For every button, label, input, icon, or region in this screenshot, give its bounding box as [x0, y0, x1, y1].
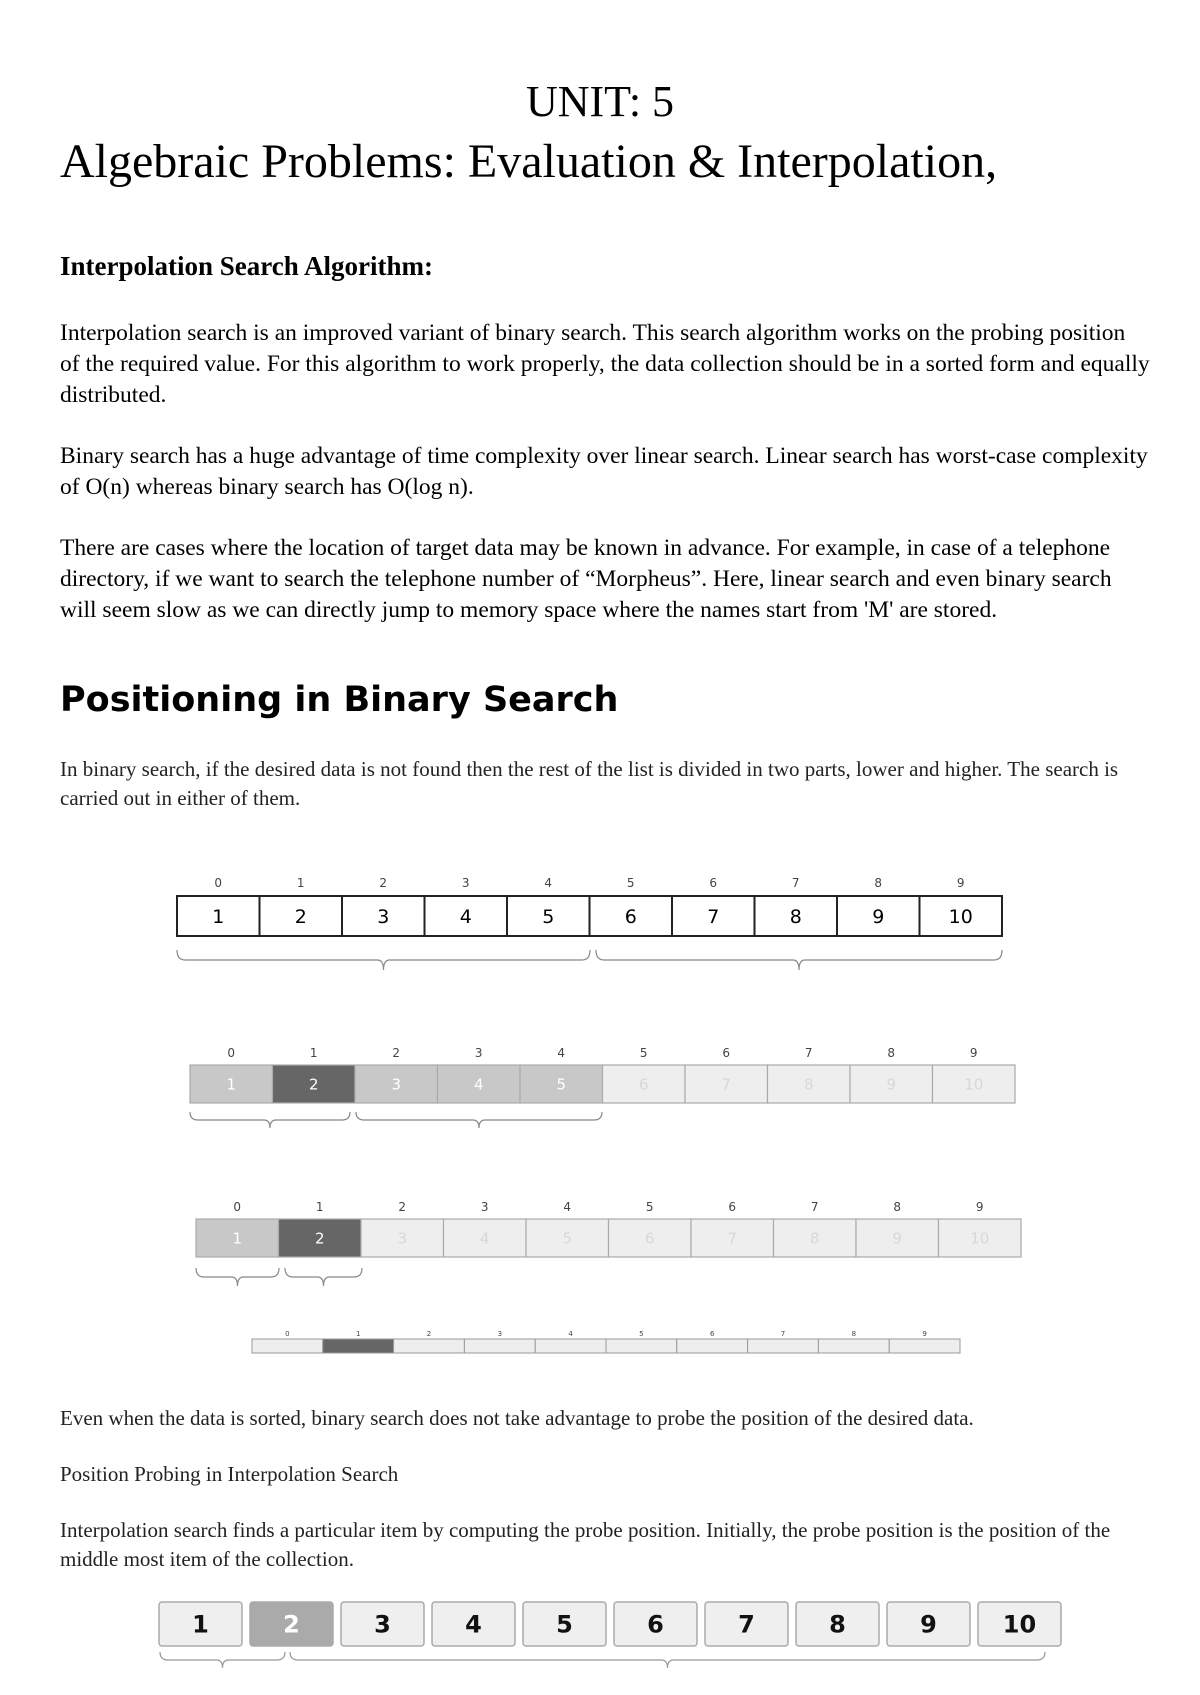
array-cell	[394, 1339, 465, 1353]
array-cell-value: 9	[886, 1075, 897, 1094]
array-cell	[252, 1339, 323, 1353]
array-cell-value: 5	[562, 1229, 573, 1248]
array-cell-value: 7	[721, 1075, 732, 1094]
probe-left-brace	[160, 1652, 285, 1668]
array-cell-value: 9	[892, 1229, 903, 1248]
array-index-label: 8	[893, 1200, 902, 1214]
page-title: Algebraic Problems: Evaluation & Interpolation,	[60, 135, 998, 188]
array-cell-value: 1	[212, 905, 225, 928]
array-index-label: 3	[480, 1200, 489, 1214]
upper-sub-brace	[356, 1112, 602, 1128]
array-cell-value: 8	[829, 1610, 846, 1639]
array-index-label: 5	[639, 1330, 644, 1338]
array-index-label: 3	[474, 1046, 483, 1060]
array-index-label: 4	[568, 1330, 573, 1338]
array-index-label: 9	[922, 1330, 927, 1338]
array-index-label: 2	[392, 1046, 401, 1060]
array-cell-value: 6	[647, 1610, 664, 1639]
unit-heading: UNIT: 5	[525, 77, 675, 126]
lower-sub-brace	[190, 1112, 350, 1128]
array-cell	[889, 1339, 960, 1353]
array-cell-value: 4	[459, 905, 472, 928]
array-cell-value: 5	[556, 1075, 567, 1094]
array-cell-value: 2	[308, 1075, 319, 1094]
array-index-label: 9	[975, 1200, 984, 1214]
array-cell-value: 4	[473, 1075, 484, 1094]
array-index-label: 0	[214, 876, 223, 890]
array-cell	[748, 1339, 819, 1353]
section-heading-interpolation: Interpolation Search Algorithm:	[60, 251, 433, 281]
array-cell-value: 10	[964, 1075, 984, 1094]
paragraph-telephone-example: There are cases where the location of target data may be known in advance. For example, in case of a telephone directory, if we want to search the telephone number of “Morpheus”. Here, linear search and even binary search will seem slow as we can directly jump to memory space where the names start from 'M' are stored.	[60, 535, 1112, 623]
array-cell-value: 5	[542, 905, 555, 928]
array-cell-value: 10	[970, 1229, 990, 1248]
array-cell	[535, 1339, 606, 1353]
probe-right-brace	[290, 1652, 1045, 1668]
array-cell-value: 6	[624, 905, 637, 928]
section-heading-positioning: Positioning in Binary Search	[60, 680, 619, 720]
array-index-label: 7	[780, 1330, 786, 1338]
array-cell-value: 7	[738, 1610, 755, 1639]
array-cell-value: 2	[314, 1229, 325, 1248]
paragraph-binary-split: In binary search, if the desired data is not found then the rest of the list is divided in two parts, lower and higher. The search is carried out in either of them.	[60, 757, 1119, 810]
first-pair-brace	[196, 1268, 279, 1286]
upper-half-brace	[596, 950, 1002, 970]
array-index-label: 2	[379, 876, 388, 890]
array-cell	[677, 1339, 748, 1353]
array-cell-value: 9	[872, 905, 885, 928]
array-index-label: 1	[355, 1330, 361, 1338]
array-cell-value: 4	[465, 1610, 482, 1639]
array-index-label: 5	[645, 1200, 654, 1214]
array-index-label: 3	[461, 876, 470, 890]
array-cell-value: 8	[809, 1229, 820, 1248]
array-index-label: 2	[426, 1330, 432, 1338]
array-index-label: 3	[497, 1330, 503, 1338]
paragraph-probe-position: Interpolation search finds a particular item by computing the probe position. Initially, the probe position is the position of the middle most item of the collection.	[60, 1518, 1111, 1571]
array-cell	[818, 1339, 889, 1353]
array-cell	[323, 1339, 394, 1353]
array-cell	[606, 1339, 677, 1353]
array-cell-value: 3	[397, 1229, 408, 1248]
array-cell-value: 7	[707, 905, 720, 928]
paragraph-intro: Interpolation search is an improved variant of binary search. This search algorithm works on the probing position of the required value. For this algorithm to work properly, the data collection should be in a sorted form and equally distributed.	[60, 320, 1150, 408]
array-cell-value: 7	[727, 1229, 738, 1248]
array-cell-value: 1	[226, 1075, 237, 1094]
array-index-label: 2	[398, 1200, 407, 1214]
array-index-label: 4	[557, 1046, 566, 1060]
array-index-label: 6	[722, 1046, 731, 1060]
array-index-label: 0	[227, 1046, 236, 1060]
array-cell	[464, 1339, 535, 1353]
array-index-label: 6	[709, 876, 718, 890]
array-cell-value: 4	[479, 1229, 490, 1248]
array-index-label: 5	[626, 876, 635, 890]
array-cell-value: 6	[638, 1075, 649, 1094]
array-cell-value: 2	[283, 1610, 300, 1639]
array-index-label: 1	[309, 1046, 318, 1060]
array-index-label: 0	[233, 1200, 242, 1214]
array-cell-value: 9	[920, 1610, 937, 1639]
array-index-label: 1	[315, 1200, 324, 1214]
array-index-label: 6	[709, 1330, 715, 1338]
paragraph-binary-no-probe: Even when the data is sorted, binary search does not take advantage to probe the position of the desired data.	[60, 1406, 974, 1430]
array-index-label: 7	[791, 876, 800, 890]
paragraph-position-probing-heading: Position Probing in Interpolation Search	[60, 1462, 399, 1486]
array-cell-value: 2	[294, 905, 307, 928]
array-index-label: 1	[296, 876, 305, 890]
array-index-label: 9	[969, 1046, 978, 1060]
array-index-label: 8	[874, 876, 883, 890]
array-index-label: 6	[728, 1200, 737, 1214]
array-index-label: 8	[851, 1330, 857, 1338]
array-cell-value: 3	[391, 1075, 402, 1094]
array-cell-value: 5	[556, 1610, 573, 1639]
array-index-label: 7	[810, 1200, 819, 1214]
array-index-label: 4	[544, 876, 553, 890]
array-cell-value: 10	[1002, 1610, 1037, 1639]
array-index-label: 5	[639, 1046, 648, 1060]
array-index-label: 0	[285, 1330, 290, 1338]
array-index-label: 9	[956, 876, 965, 890]
paragraph-complexity: Binary search has a huge advantage of time complexity over linear search. Linear search has worst-case complexity of O(n) whereas binary search has O(log n).	[60, 443, 1148, 500]
array-index-label: 7	[804, 1046, 813, 1060]
array-cell-value: 3	[374, 1610, 391, 1639]
array-cell-value: 8	[789, 905, 802, 928]
array-index-label: 4	[563, 1200, 572, 1214]
array-index-label: 8	[887, 1046, 896, 1060]
array-cell-value: 6	[644, 1229, 655, 1248]
array-cell-value: 1	[232, 1229, 243, 1248]
array-cell-value: 3	[377, 905, 390, 928]
array-cell-value: 8	[803, 1075, 814, 1094]
array-cell-value: 10	[948, 905, 973, 928]
array-cell-value: 1	[192, 1610, 209, 1639]
lower-half-brace	[177, 950, 590, 970]
second-pair-brace	[285, 1268, 362, 1286]
